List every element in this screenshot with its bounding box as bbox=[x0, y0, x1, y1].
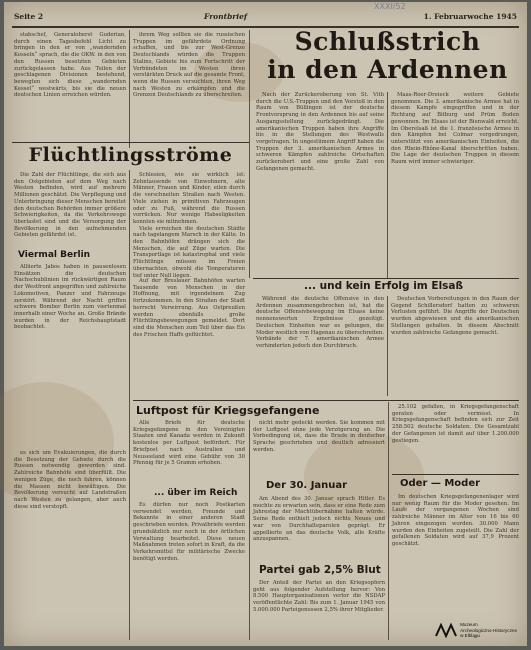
section-title: Frontbrief bbox=[204, 12, 248, 21]
column-divider bbox=[387, 296, 388, 396]
main-headline-line2: in den Ardennen bbox=[267, 54, 508, 84]
main-headline-line1: Schlußstrich bbox=[294, 27, 481, 56]
article-column bbox=[14, 264, 126, 444]
partei-headline: Partei gab 2,5% Blut bbox=[259, 564, 381, 576]
handwritten-mark: XXXI/52 bbox=[374, 2, 406, 11]
column-divider bbox=[249, 420, 250, 640]
newspaper-page bbox=[4, 2, 527, 646]
archive-name-line2: Archeologiczno-Historyczne bbox=[460, 627, 517, 633]
article-column bbox=[253, 580, 385, 640]
column-divider bbox=[129, 170, 130, 640]
museum-mark-icon bbox=[435, 623, 457, 637]
viermal-headline: Viermal Berlin bbox=[18, 250, 91, 260]
oder-headline: Oder — Moder bbox=[400, 478, 481, 489]
januar-headline: Der 30. Januar bbox=[266, 480, 348, 491]
archive-logo bbox=[435, 622, 517, 638]
article-text: Maas-Roer-Dreieck weitere Gebiete genommen. Die 3. amerikanische Armee hat in diesem Kampfe eingegriffen und in der Richtung auf Bitburg und Prüm Boden gewonnen. Im Elsass ist der Bienwald erreicht. Im Oberelsaß ist die 1. französische Armee in den Kämpfen bei Colmar vorgedrungen, unterstützt von amerikanischen Einheiten, die den Rhein-Rhône-Kanal überschritten haben. Die Lage der deutschen Truppen in diesem Raum wird immer schwieriger. bbox=[391, 92, 519, 166]
article-column bbox=[392, 404, 519, 472]
page-number: Seite 2 bbox=[14, 12, 44, 21]
archive-name bbox=[460, 622, 517, 638]
article-text: Am Abend des 30. Januar sprach Hitler. Es mochte zu erwarten sein, dass er eine Rede zum Jahrestag der Machtübernahme halten würde. Seine Rede enthielt jedoch nichts Neues und war von Durchhalteparolen geprägt. Er appellierte an das deutsche Volk, alle Kräfte anzuspannen. bbox=[253, 496, 385, 543]
article-column bbox=[133, 502, 245, 640]
fluchtlinge-headline: Flüchtlingsströme bbox=[28, 144, 233, 166]
section-rule bbox=[133, 400, 519, 401]
archive-name-line1: Muzeum bbox=[460, 622, 478, 628]
article-column bbox=[391, 92, 519, 274]
article-text: Alliierte Jabos haben in pausenlosen Einsätzen die deutschen Nachschublinien im rückwärtigen Raum der Westfront angegriffen und zahlreiche Lokomotiven, Panzer und Fahrzeuge zerstört. Während der Nacht griffen schwere Bomber Berlin zum viertenmal innerhalb einer Woche an. Große Brände wurden in der Reichshauptstadt beobachtet. bbox=[14, 264, 126, 331]
article-text: nicht mehr gedeckt werden. Sie kommen mit der Luftpost ohne jede Verzögerung an. Die Vorbedingung ist, dass die Briefe in deutscher Sprache geschrieben und deutlich adressiert werden. bbox=[253, 420, 385, 453]
column-divider bbox=[388, 402, 389, 640]
article-text: Es dürfen nur noch Postkarten verwendet werden, Freunde und Bekannte in einer anderen Stadt geschrieben werden. Privatbriefe werden grundsätzlich nur noch in der örtlichen Verwaltung bearbeitet. Diese neuen Maßnahmen treten sofort in Kraft, da die Verkehrsmittel für militärische Zwecke benötigt werden. bbox=[133, 502, 245, 562]
issue-date: 1. Februarwoche 1945 bbox=[423, 12, 517, 21]
main-headline bbox=[256, 28, 519, 83]
luftpost-headline: Luftpost für Kriegsgefangene bbox=[136, 404, 320, 417]
archive-name-line3: w Elblągu bbox=[460, 632, 480, 638]
article-text: Viele erreichen die deutschen Städte nach tagelangem Marsch in der Kälte. In den Bahnhöfen drängen sich die Menschen, die auf Züge warten. Die Transportlage ist katastrophal und viele Flüchtlinge müssen im Freien übernachten, obwohl die Temperaturen tief unter Null liegen. bbox=[133, 225, 245, 279]
elsass-headline: ... und kein Erfolg im Elsaß bbox=[304, 280, 464, 292]
article-text: 25.102 gefallen, in Kriegsgefangenschaft geraten oder vermisst. In Kriegsgefangenschaft befinden sich zur Zeit 258.502 deutsche Soldaten. Die Gesamtzahl der Gefangenen ist damit auf über 1.200.000 gestiegen. bbox=[392, 404, 519, 444]
article-column bbox=[133, 420, 245, 484]
article-text: stabschef, Generaloberst Guderian, durch einen Tagesbefehl Licht zu bringen in den er von „wandernden Kesseln“ sprach, die die OKW. in den von den Russen besetzten Gebieten zurückgelassen habe. Aus Teilen der geschlagenen Divisionen bestehend, bewegten sich diese „wandernden Kessel“ westwärts, bis sie die neuen deutschen Linien erreichen würden. bbox=[14, 32, 126, 99]
section-rule bbox=[392, 474, 519, 475]
article-text: Während die deutsche Offensive in den Ardennen zusammengebrochen ist, hat die deutsche Offensivbewegung im Elsass keine nennenswerten Ergebnisse gezeitigt. Deutschen Einheiten war es gelungen, die Moder westlich von Hagenau zu überschreiten. Verbände der 7. amerikanischen Armee verhinderten jedoch den Durchbruch. bbox=[256, 296, 384, 349]
article-text: Auf der Breslauer Bahnhöfen warten Tausende von Menschen in der Hoffnung, mit irgendeinem Zug fortzukommen. In den Straßen der Stadt herrscht Verwirrung. Aus Ostpreußen werden ebenfalls große Flüchtlingsbewegungen gemeldet. Dort sind die Menschen zum Teil über das Eis des Frischen Haffs geflüchtet. bbox=[133, 278, 245, 338]
article-text: Die Zahl der Flüchtlinge, die sich aus den Ostgebieten auf dem Weg nach Westen befinden, wird auf mehrere Millionen geschätzt. Die Verpflegung und Unterbringung dieser Menschen bereitet den deutschen Behörden immer größere Schwierigkeiten, da die Verkehrswege überlastet sind und die Versorgung der Bevölkerung in den aufnehmenden Gebieten gefährdet ist. bbox=[14, 172, 126, 239]
article-text: Deutschen Vorbereitungen in den Raum der Gegend Schillersdorf hatten zu schweren Verlusten geführt. Die Angriffe der Deutschen wurden abgewiesen und die amerikanischen Stellungen gehalten. In diesem Abschnitt wurden zahlreiche Gefangene gemacht. bbox=[391, 296, 519, 336]
article-column bbox=[133, 32, 245, 140]
article-text: Schlesien, wie sie wirklich ist: Zehntausende von Einwohnern, alte Männer, Frauen und Kinder, eilen durch die verschneiten Straßen nach Westen. Viele ziehen in primitiven Fahrzeugen oder zu Fuß, während die Russen vorrücken. Nur wenige Habseligkeiten konnten sie mitnehmen. bbox=[133, 172, 245, 225]
reich-headline: ... über im Reich bbox=[154, 488, 238, 498]
article-text: es sich um Evakuierungen, die durch die Besetzung der Gebiete durch die Russen notwendig geworden sind. Zahlreiche Bahnhöfe sind überfüllt. Die wenigen Züge, die noch fahren, können die Massen nicht bewältigen. Die Bevölkerung versucht auf Landstraßen nach Westen zu gelangen, aber auch diese sind verstopft. bbox=[14, 450, 126, 510]
article-text: Nach der Zurückeroberung von St. Vith durch die U.S.-Truppen und den Vorstoß in den Raum von Büllingen ist der deutsche Frontvorsprung in den Ardennen bis auf seine Ausgangsstellung zurückgedrängt. Die amerikanischen Truppen haben ihre Angriffe bis in die Stellungen des Westwalls vorgetragen. In ungestümem Angriff haben die Truppen der 3. amerikanischen Armee in schweren Kämpfen zahlreiche Ortschaften zurückerobert und eine große Zahl von Gefangenen gemacht. bbox=[256, 92, 384, 172]
article-column bbox=[256, 296, 384, 396]
section-rule bbox=[12, 142, 249, 143]
column-divider bbox=[129, 30, 130, 148]
article-column bbox=[253, 420, 385, 474]
article-column bbox=[256, 92, 384, 274]
article-column bbox=[392, 494, 519, 602]
article-text: Im deutschen Kriegsgefangenenlager wird nur wenig Raum für die Moder gesehen. Im Laufe der vergangenen Wochen sind zahlreiche Männer im Alter von 16 bis 60 Jahren eingezogen worden. 30.000 Mann wurden den Einheiten zugeteilt. Die Zahl der gefallenen Soldaten wird auf 37,9 Prozent geschätzt. bbox=[392, 494, 519, 547]
article-column bbox=[133, 278, 245, 390]
section-rule bbox=[253, 278, 519, 279]
article-text: Alle Briefe für deutsche Kriegsgefangene in den Vereinigten Staaten und Kanada werden in Zukunft kostenlos per Luftpost befördert. Für Briefpost nach Australien und Neuseeland wird eine Gebühr von 30 Pfennig für je 5 Gramm erhoben. bbox=[133, 420, 245, 467]
article-column bbox=[14, 32, 126, 140]
article-column bbox=[133, 172, 245, 279]
column-divider bbox=[249, 30, 250, 278]
article-text: Der Anteil der Partei an den Kriegsopfern geht aus folgender Aufstellung hervor: Von 8.500 Hauptorganisationen verlor die NSDAP veröffentlichte Zahl: Bis zum 1. Januar 1945 von 5.000.000 Parteigenossen 2,5% ihrer Mitglieder. bbox=[253, 580, 385, 613]
article-column bbox=[253, 496, 385, 558]
article-column bbox=[14, 450, 126, 640]
column-divider bbox=[387, 92, 388, 278]
article-column bbox=[391, 296, 519, 396]
article-column bbox=[14, 172, 126, 242]
article-text: ihrem Weg sollten sie die russischen Truppen im gefährdete Ordnung schaffen, und bis zur West-Grenze Deutschlands würden die Truppen Stalins, Gebiete bis zum Fortschritt der Verbündeten im Westen ihren verstärkten Druck auf die gesamte Front, wenn die Russen versuchten, ihren Weg nach Westen zu erkämpfen und die Grenzen Deutschlands zu überschreiten. bbox=[133, 32, 245, 99]
